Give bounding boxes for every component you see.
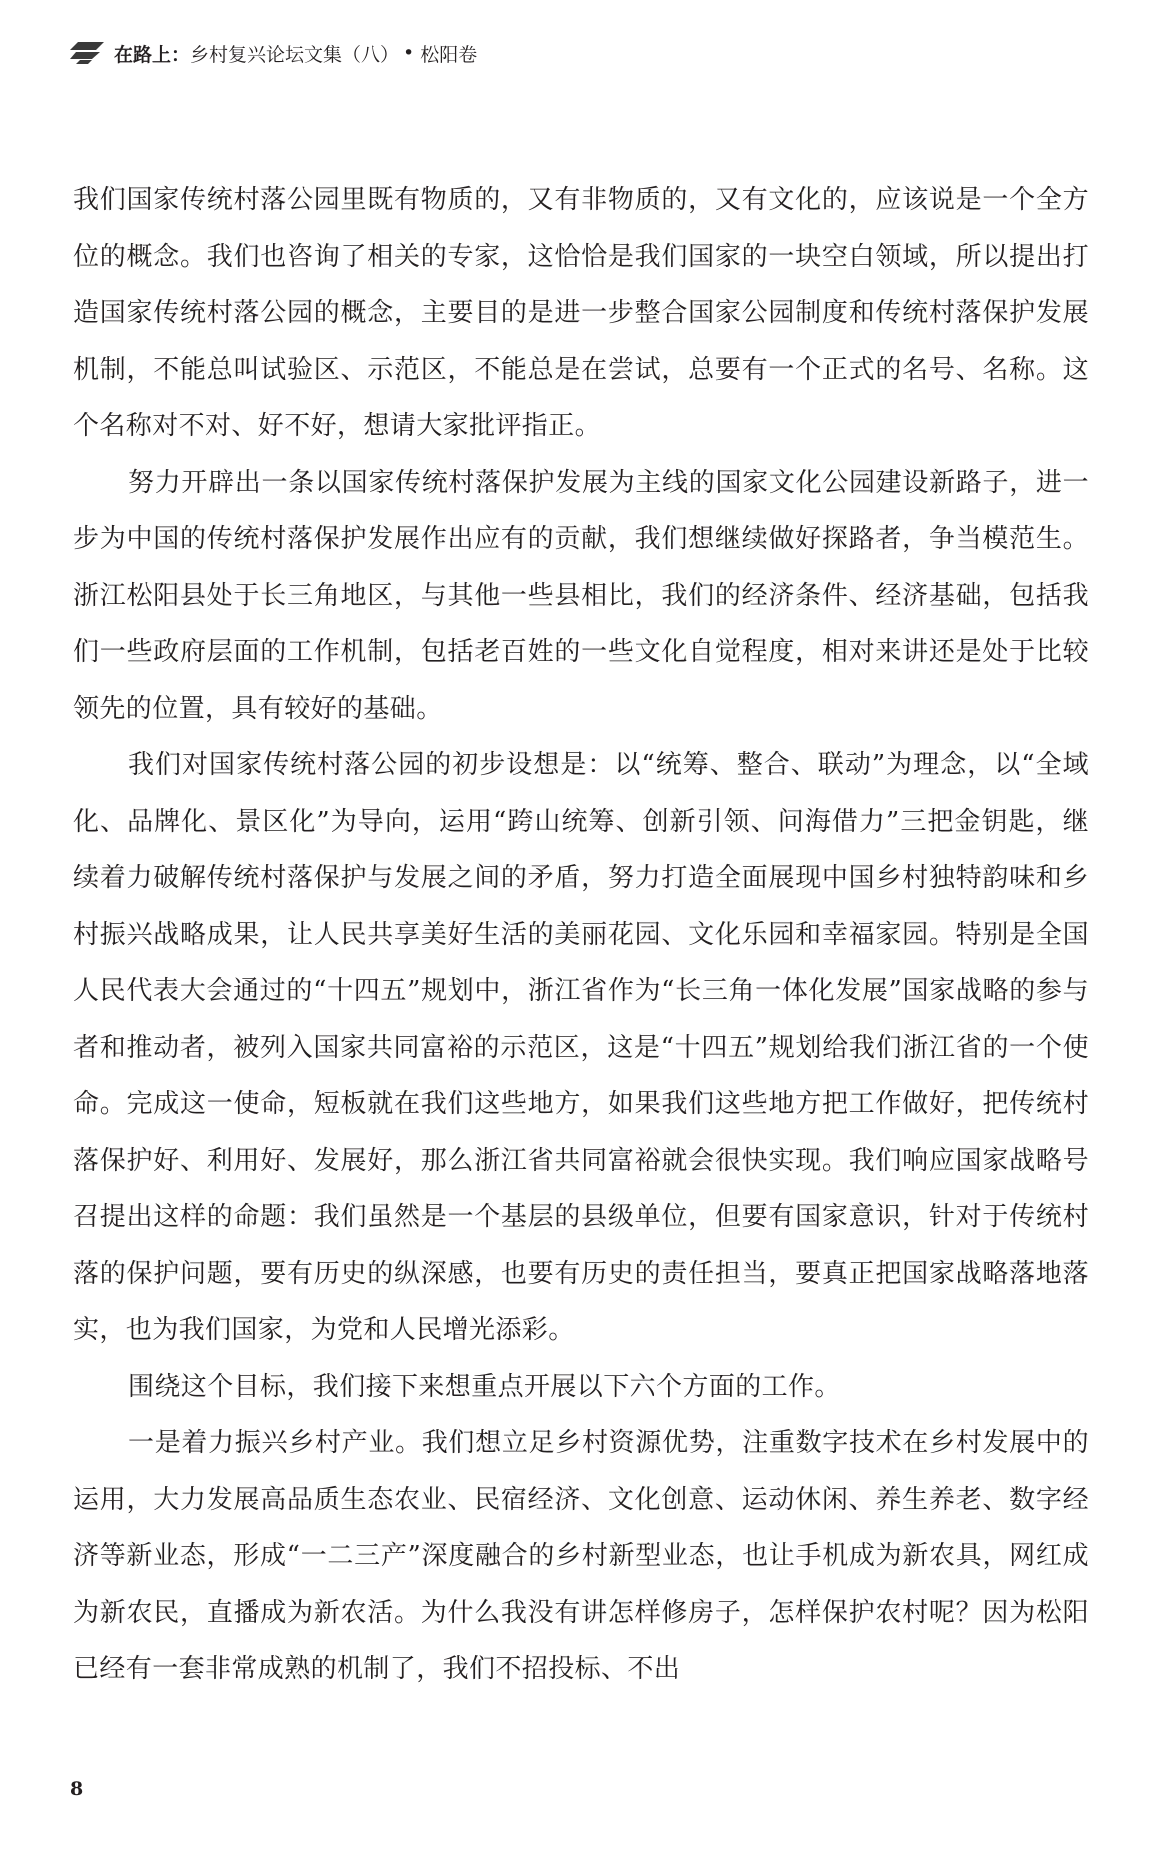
paragraph: 努力开辟出一条以国家传统村落保护发展为主线的国家文化公园建设新路子，进一步为中国的传统村落保护发展作出应有的贡献，我们想继续做好探路者，争当模范生。浙江松阳县处于长三角地区，与其他一些县相比，我们的经济条件、经济基础，包括我们一些政府层面的工作机制，包括老百姓的一些文化自觉程度，相对来讲还是处于比较领先的位置，具有较好的基础。 <box>73 467 1089 724</box>
header-separator: • <box>403 42 415 64</box>
page-number: 8 <box>70 1778 84 1800</box>
paragraph: 我们国家传统村落公园里既有物质的，又有非物质的，又有文化的，应该说是一个全方位的概念。我们也咨询了相关的专家，这恰恰是我们国家的一块空白领域，所以提出打造国家传统村落公园的概念，主要目的是进一步整合国家公园制度和传统村落保护发展机制，不能总叫试验区、示范区，不能总是在尝试，总要有一个正式的名号、名称。这个名称对不对、好不好，想请大家批评指正。 <box>73 185 1089 441</box>
book-title: 乡村复兴论坛文集（八） <box>190 43 400 66</box>
series-title: 在路上 <box>114 43 172 66</box>
paragraph: 一是着力振兴乡村产业。我们想立足乡村资源优势，注重数字技术在乡村发展中的运用，大力发展高品质生态农业、民宿经济、文化创意、运动休闲、养生养老、数字经济等新业态，形成“一二三产”深度融合的乡村新型业态，也让手机成为新农具，网红成为新农民，直播成为新农活。为什么我没有讲怎样修房子，怎样保护农村呢？因为松阳已经有一套非常成熟的机制了，我们不招投标、不出 <box>73 1428 1089 1684</box>
running-header <box>70 36 477 70</box>
volume-title: 松阳卷 <box>420 43 478 66</box>
body-text <box>73 172 1089 1698</box>
paragraph: 我们对国家传统村落公园的初步设想是：以“统筹、整合、联动”为理念，以“全域化、品牌化、景区化”为导向，运用“跨山统筹、创新引领、问海借力”三把金钥匙，继续着力破解传统村落保护与发展之间的矛盾，努力打造全面展现中国乡村独特韵味和乡村振兴战略成果，让人民共享美好生活的美丽花园、文化乐园和幸福家园。特别是全国人民代表大会通过的“十四五”规划中，浙江省作为“长三角一体化发展”国家战略的参与者和推动者，被列入国家共同富裕的示范区，这是“十四五”规划给我们浙江省的一个使命。完成这一使命，短板就在我们这些地方，如果我们这些地方把工作做好，把传统村落保护好、利用好、发展好，那么浙江省共同富裕就会很快实现。我们响应国家战略号召提出这样的命题：我们虽然是一个基层的县级单位，但要有国家意识，针对于传统村落的保护问题，要有历史的纵深感，也要有历史的责任担当，要真正把国家战略落地落实，也为我们国家，为党和人民增光添彩。 <box>73 750 1089 1345</box>
paragraph: 围绕这个目标，我们接下来想重点开展以下六个方面的工作。 <box>128 1371 841 1402</box>
header-colon: ： <box>171 43 191 66</box>
slanted-stripes-logo-icon <box>70 42 104 64</box>
